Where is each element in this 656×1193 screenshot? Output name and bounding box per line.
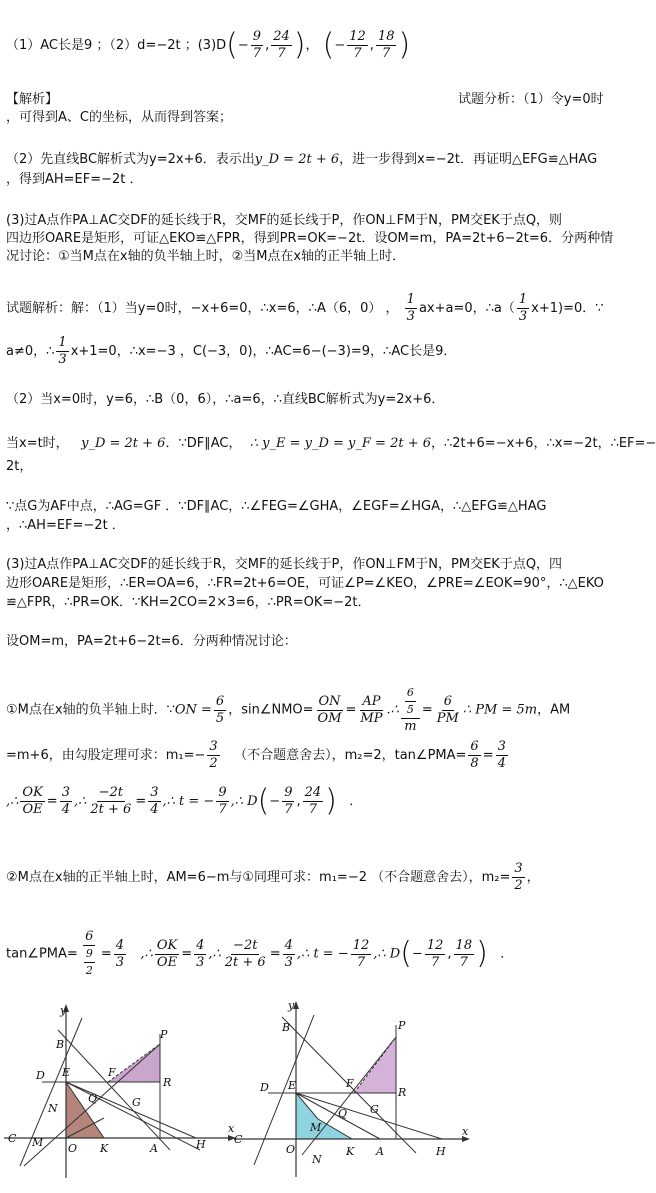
analysis-label: 试题分析：（1）令y=0时 <box>458 92 604 107</box>
solution-3-l2: 边形OARE是矩形，∴ER=OA=6，∴FR=2t+6=OE，可证∠P=∠KEO，∠PRE=∠EOK=90°，∴△EKO <box>6 576 604 591</box>
label: P <box>160 1028 168 1041</box>
figure-left <box>0 1000 240 1180</box>
point1-y: $\frac{24}{7}$ <box>273 29 290 61</box>
label: B <box>56 1038 65 1051</box>
analysis-part3-l2: 四边形OARE是矩形，可证△EKO≌△FPR，得到PR=OK=−2t．设OM=m，PA=2t+6−2t=6．分两种情 <box>6 231 614 246</box>
label: C <box>234 1133 243 1146</box>
label: N <box>312 1153 322 1166</box>
figure-right <box>230 995 480 1180</box>
answer-line: （1）AC长是9 ；（2）d=−2t ；(3)D(− $\frac{9}{7}$ , $\frac{24}{7}$ )， (− $\frac{12}{7}$ , $\frac{18}{7}$ ) <box>6 27 411 63</box>
jiexi-heading: 【解析】 <box>6 92 59 107</box>
label: x <box>462 1125 469 1138</box>
label: R <box>163 1076 172 1089</box>
triangle-fpr-fill <box>108 1044 160 1082</box>
analysis-part3-l1: (3)过A点作PA⊥AC交DF的延长线于R，交MF的延长线于P，作ON⊥FM于N，PM交EK于点Q，则 <box>6 213 563 228</box>
label: N <box>48 1102 58 1115</box>
label: Q <box>88 1092 98 1105</box>
label: x <box>228 1122 235 1135</box>
label: B <box>282 1021 291 1034</box>
solution-3-l3: ≌△FPR，∴PR=OK．∵KH=2CO=2×3=6，∴PR=OK=−2t． <box>6 595 371 610</box>
label: D <box>36 1069 45 1082</box>
label: K <box>100 1142 109 1155</box>
label: y <box>288 999 295 1012</box>
label: Q <box>338 1107 348 1120</box>
analysis-line2: ，可得到A、C的坐标，从而得到答案； <box>6 110 232 125</box>
point2-y: $\frac{18}{7}$ <box>377 29 395 61</box>
solution-3-l1: (3)过A点作PA⊥AC交DF的延长线于R，交MF的延长线于P，作ON⊥FM于N，PM交EK于点Q，四 <box>6 557 563 572</box>
point2-x: $\frac{12}{7}$ <box>349 29 366 61</box>
label: P <box>398 1019 406 1032</box>
label: G <box>132 1096 141 1109</box>
case2-l2: tan∠PMA= $\frac{6}{\frac{9}{2}}$ = $\frac{4}{3}$ ,∴ $\frac{OK}{OE}$ = $\frac{4}{3}$ ,∴ $\frac{-2t}{2t + 6}$ = $\frac{4}{3}$ ,∴ t = − $\frac{12}{7}$ ,∴ D(− $\frac{12}{7}$ , $\frac{18}{7}$ ) ． <box>6 929 514 977</box>
label: O <box>286 1143 296 1156</box>
solution-3-l4: 设OM=m，PA=2t+6−2t=6．分两种情况讨论： <box>6 634 297 649</box>
label: E <box>62 1066 71 1079</box>
solution-1-l2: a≠0，∴ $\frac{1}{3}$ x+1=0，∴x=−3 ，C(−3，0)，∴AC=6−(−3)=9，∴AC长是9． <box>6 335 457 367</box>
case1-l3: ,∴ $\frac{OK}{OE}$ = $\frac{3}{4}$ ,∴ $\frac{-2t}{2t + 6}$ = $\frac{3}{4}$ ,∴ t = − $\frac{9}{7}$ ,∴ D(− $\frac{9}{7}$ , $\frac{24}{7}$ ) ． <box>6 783 363 819</box>
solution-2-l2: 当x=t时， y_D = 2t + 6．∵DF∥AC， ∴ y_E = y_D = y_F = 2t + 6，∴2t+6=−x+6，∴x=−2t，∴EF=− <box>6 436 656 451</box>
label: D <box>260 1081 269 1094</box>
label: E <box>288 1079 297 1092</box>
label: y <box>60 1004 67 1017</box>
answer-text: （1）AC长是9 ；（2）d=−2t ；(3)D <box>6 38 227 53</box>
label: R <box>398 1086 407 1099</box>
label: H <box>196 1138 206 1151</box>
analysis-part3-l3: 况讨论：①当M点在x轴的负半轴上时，②当M点在x轴的正半轴上时． <box>6 249 406 264</box>
label: F <box>346 1077 354 1090</box>
label: A <box>150 1142 158 1155</box>
analysis-part2-end: ，得到AH=EF=−2t ． <box>6 172 143 187</box>
case1-l1: ①M点在x轴的负半轴上时．∵ON = $\frac{6}{5}$ ，sin∠NMO= $\frac{ON}{OM}$ = $\frac{AP}{MP}$ .∴ $\frac{\frac{6}{5}}{m}$ = $\frac{6}{PM}$ ∴ PM = 5m，AM <box>6 686 571 734</box>
label: C <box>8 1132 17 1145</box>
solution-2-l4: ∵点G为AF中点，∴AG=GF ．∵DF∥AC，∴∠FEG=∠GHA，∠EGF=∠HGA，∴△EFG≌△HAG <box>6 499 547 514</box>
analysis-part2: （2）先直线BC解析式为y=2x+6．表示出y_D = 2t + 6，进一步得到x=−2t．再证明△EFG≌△HAG <box>6 152 598 167</box>
label: H <box>436 1145 446 1158</box>
point1-x: $\frac{9}{7}$ <box>252 29 262 61</box>
case1-l2: =m+6，由勾股定理可求：m₁=− $\frac{3}{2}$ （不合题意舍去），m₂=2，tan∠PMA= $\frac{6}{8}$ = $\frac{3}{4}$ <box>6 739 506 771</box>
solution-1-l1: 试题解析：解：（1）当y=0时，−x+6=0，∴x=6，∴A（6，0） ， $\frac{1}{3}$ ax+a=0，∴a（ $\frac{1}{3}$ x+1)=0．∵ <box>6 292 604 324</box>
label: G <box>370 1103 379 1116</box>
label: M <box>310 1121 322 1134</box>
solution-2-l5: ，∴AH=EF=−2t ． <box>6 518 125 533</box>
label: O <box>68 1142 78 1155</box>
label: K <box>346 1145 355 1158</box>
label: A <box>376 1145 384 1158</box>
solution-2-l1: （2）当x=0时，y=6，∴B（0，6），∴a=6，∴直线BC解析式为y=2x+6． <box>6 392 445 407</box>
right-labels <box>234 999 469 1166</box>
label: F <box>108 1066 116 1079</box>
label: M <box>32 1136 44 1149</box>
case2-l1: ②M点在x轴的正半轴上时，AM=6−m与①同理可求：m₁=−2 （不合题意舍去），m₂= $\frac{3}{2}$ ， <box>6 861 540 893</box>
solution-2-l3: 2t， <box>6 459 33 474</box>
